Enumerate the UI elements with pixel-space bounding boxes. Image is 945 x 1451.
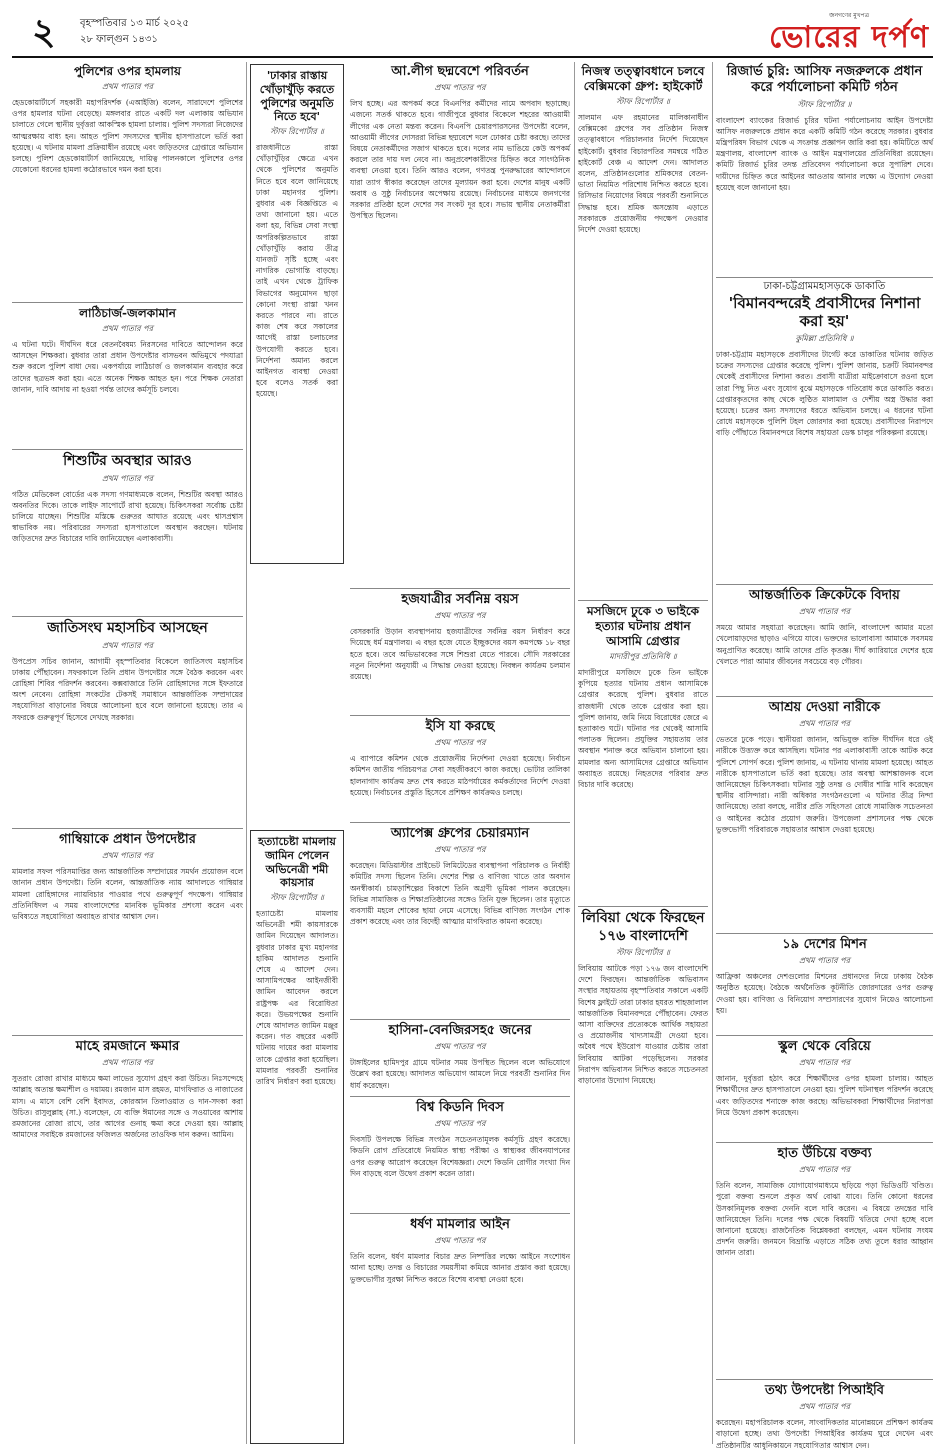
headline: জাতিসংঘ মহাসচিব আসছেন — [47, 620, 208, 636]
article-body: বেসরকারি উড়ান ব্যবস্থাপনায় হজযাত্রীদের সর্বনিম্ন বয়স নির্ধারণ করে দিয়েছে ধর্ম মন্ত্রণালয়। এ বছর হজে যেতে ইচ্ছুকদের বয়স কমপক্ষে ১৮ বছর হতে হবে। তবে অভিভাবকের সঙ্গে শিশুরা যেতে পারবে। সৌদি সরকারের নতুন নির্দেশনা অনুযায়ী এ সিদ্ধান্ত নেওয়া হয়েছে। নিবন্ধন কার্যক্রম চলমান রয়েছে। — [350, 627, 570, 682]
divider — [350, 715, 570, 716]
article-un — [12, 620, 243, 825]
kicker: প্রথম পাতার পর — [102, 1058, 153, 1068]
divider — [12, 302, 243, 303]
article-body: সালমান এফ রহমানের মালিকানাধীন বেক্সিমকো গ্রুপের সব প্রতিষ্ঠান নিজস্ব তত্ত্বাবধানে পরিচালনার নির্দেশ দিয়েছেন হাইকোর্ট। বুধবার বিচারপতির সমন্বয়ে গঠিত হাইকোর্ট বেঞ্চ এ আদেশ দেন। আদালত বলেন, প্রতিষ্ঠানগুলোর শ্রমিকদের বেতন-ভাতা নিয়মিত পরিশোধ নিশ্চিত করতে হবে। রিসিভার নিয়োগের বিষয়ে পরবর্তী শুনানিতে সিদ্ধান্ত হবে। শ্রমিক অসন্তোষ এড়াতে সরকারকে প্রয়োজনীয় পদক্ষেপ নেওয়ার নির্দেশ দেওয়া হয়েছে। — [578, 113, 708, 235]
article-body: ভেতরে ঢুকে পড়ে। স্থানীয়রা জানান, অভিযুক্ত ব্যক্তি দীর্ঘদিন ধরে ওই নারীকে উত্ত্যক্ত করে আসছিল। ঘটনার পর এলাকাবাসী তাকে আটক করে পুলিশে সোপর্দ করে। পুলিশ জানায়, এ ঘটনায় থানায় মামলা হয়েছে। আহত নারীকে হাসপাতালে ভর্তি করা হয়েছে। তার অবস্থা আশঙ্কাজনক বলে জানিয়েছেন চিকিৎসকরা। ঘটনার সুষ্ঠু তদন্ত ও দোষীর শাস্তি দাবি করেছেন স্থানীয় বাসিন্দারা। নারী অধিকার সংগঠনগুলো এ ঘটনার তীব্র নিন্দা জানিয়েছে। তারা বলছে, নারীর প্রতি সহিংসতা রোধে সামাজিক সচেতনতা ও আইনের কঠোর প্রয়োগ জরুরি। উপজেলা প্রশাসনের পক্ষ থেকে ভুক্তভোগী পরিবারকে সহায়তার আশ্বাস দেওয়া হয়েছে। — [716, 735, 933, 834]
kicker: প্রথম পাতার পর — [799, 956, 850, 966]
article-school — [716, 1039, 933, 1139]
article-body: মাদারীপুরে মসজিদে ঢুকে তিন ভাইকে কুপিয়ে হত্যার ঘটনায় প্রধান আসামিকে গ্রেপ্তার করেছে পুলিশ। বুধবার রাতে রাজধানী থেকে তাকে গ্রেপ্তার করা হয়। পুলিশ জানায়, জমি নিয়ে বিরোধের জেরে এ হত্যাকাণ্ড ঘটে। ঘটনার পর থেকেই আসামি পলাতক ছিলেন। প্রযুক্তির সহায়তায় তার অবস্থান শনাক্ত করে অভিযান চালানো হয়। মামলার অন্য আসামিদের গ্রেপ্তারে অভিযান অব্যাহত রয়েছে। নিহতদের পরিবার দ্রুত বিচার দাবি করেছে। — [578, 668, 708, 790]
kicker: প্রথম পাতার পর — [434, 83, 486, 93]
column-rule — [246, 62, 247, 1444]
article-rape-law — [350, 1217, 570, 1444]
article-body: টাঙ্গাইলের হামিদপুর গ্রামে ঘটনার সময় উপস্থিত ছিলেন বলে অভিযোগে উল্লেখ করা হয়েছে। আদালত অভিযোগ আমলে নিয়ে পরবর্তী শুনানির দিন ধার্য করেছেন। — [350, 1058, 570, 1090]
headline: হত্যাচেষ্টা মামলায় জামিন পেলেন অভিনেত্রী শমী কায়সার — [258, 835, 336, 890]
article-police — [12, 64, 243, 299]
divider — [12, 1035, 243, 1036]
kicker: স্টাফ রিপোর্টার ॥ — [616, 948, 670, 957]
article-hand-raised — [716, 1146, 933, 1376]
article-beximco — [578, 64, 708, 599]
article-apex — [350, 826, 570, 1016]
divider — [716, 1035, 933, 1036]
divider — [578, 906, 708, 907]
article-body: লিখ হচ্ছে। এর অপকর্ম করে বিএনপির কর্মীদের নামে অপবাদ ছড়াচ্ছে। এজন্যে সতর্ক থাকতে হবে। গাজীপুরে বুধবার বিকেলে শহরের আওয়ামী লীগের এক নেতা মন্তব্য করেন। বিএনপি চেয়ারপারসনের উপদেষ্টা বলেন, আওয়ামী লীগের দোসররা বিভিন্ন ছদ্মবেশে দলে ঢোকার চেষ্টা করছে। তাদের বিষয়ে নেতাকর্মীদের সজাগ থাকতে হবে। দলের নাম ভাঙিয়ে কেউ অপকর্ম করলে তার দায় দল নেবে না। অনুপ্রবেশকারীদের চিহ্নিত করে সাংগঠনিক ব্যবস্থা নেওয়া হবে। তিনি আরও বলেন, গণতন্ত্র পুনরুদ্ধারের আন্দোলনে যারা ত্যাগ স্বীকার করেছেন তাদের মূল্যায়ন করা হবে। দেশের মানুষ একটি অবাধ ও সুষ্ঠু নির্বাচনের অপেক্ষায় রয়েছে। নির্বাচনের মাধ্যমে জনগণের সরকার প্রতিষ্ঠা হলে দেশের সব সংকট দূর হবে। সভায় স্থানীয় নেতাকর্মীরা উপস্থিত ছিলেন। — [350, 99, 570, 221]
article-reserve — [716, 64, 933, 274]
date-line-2: ২৮ ফাল্গুন ১৪৩১ — [80, 34, 158, 45]
headline: হাসিনা-বেনজিরসহ৫ জনের — [388, 1023, 532, 1038]
divider — [12, 449, 243, 450]
article-body: সুতরাং রোজা রাখার মাধ্যমে ক্ষমা লাভের সুযোগ গ্রহণ করা উচিত। নিঃসন্দেহে আল্লাহ অত্যন্ত ক্ষমাশীল ও দয়াময়। রমজান মাস রহমত, মাগফিরাত ও নাজাতের মাস। এ মাসে বেশি বেশি ইবাদত, কোরআন তিলাওয়াত ও দান-সদকা করা উচিত। রাসুলুল্লাহ (সা.) বলেছেন, যে ব্যক্তি ঈমানের সঙ্গে ও সওয়াবের আশায় রমজানের রোজা রাখে, তার আগের গুনাহ ক্ষমা করে দেওয়া হয়। আল্লাহ আমাদের সবাইকে রমজানের ফজিলত অর্জনের তাওফিক দান করুন। আমিন। — [12, 1074, 243, 1140]
headline: আ.লীগ ছদ্মবেশে পরিবর্তন — [391, 64, 529, 79]
page-number: ২ — [32, 11, 56, 53]
article-libya — [578, 910, 708, 1444]
headline: আন্তর্জাতিক ক্রিকেটকে বিদায় — [749, 588, 900, 603]
divider — [716, 1142, 933, 1143]
kicker: প্রথম পাতার পর — [434, 845, 486, 855]
divider — [716, 584, 933, 585]
kicker: প্রথম পাতার পর — [434, 1042, 486, 1052]
article-body: হেডকোয়ার্টার্সে সহকারী মহাপরিদর্শক (এআইজি) বলেন, সারাদেশে পুলিশের ওপর হামলার ঘটনা বেড়েছে। মঙ্গলবার রাতে একটি দল এলাকায় অভিযান চালাতে গেলে স্থানীয় দুর্বৃত্তরা আকস্মিক হামলা চালায়। পুলিশ সদস্যরা নিজেদের আত্মরক্ষায় বাধ্য হন। আহত পুলিশ সদস্যদের স্থানীয় হাসপাতালে ভর্তি করা হয়েছে। এ ঘটনায় মামলা প্রক্রিয়াধীন রয়েছে এবং জড়িতদের গ্রেপ্তারে অভিযান চলছে। পুলিশ হেডকোয়ার্টার্স জানিয়েছে, দায়িত্ব পালনকালে পুলিশের ওপর যেকোনো ধরনের হামলা কঠোরভাবে দমন করা হবে। — [12, 98, 243, 175]
kicker: প্রথম পাতার পর — [799, 1402, 850, 1412]
article-cricket — [716, 588, 933, 693]
headline: নিজস্ব তত্ত্বাবধানে চলবে বেক্সিমকো গ্রুপ: হাইকোর্ট — [581, 64, 705, 93]
headline: ১৯ দেশের মিশন — [782, 937, 867, 952]
kicker: প্রথম পাতার পর — [799, 719, 850, 729]
article-body: এ ব্যাপারে কমিশন থেকে প্রয়োজনীয় নির্দেশনা দেওয়া হয়েছে। নির্বাচন কমিশন জাতীয় পরিচয়পত্র সেবা সহজীকরণে কাজ করছে। ভোটার তালিকা হালনাগাদ কার্যক্রম দ্রুত শেষ করতে মাঠপর্যায়ের কর্মকর্তাদের নির্দেশ দেওয়া হয়েছে। নির্বাচনের প্রস্তুতি হিসেবে প্রশিক্ষণ কার্যক্রমও চলছে। — [350, 754, 570, 797]
logo-tagline: জনগণের মুখপত্র — [829, 12, 869, 19]
headline: গাম্বিয়াকে প্রধান উপদেষ্টার — [59, 832, 196, 847]
divider — [716, 933, 933, 934]
divider — [350, 1096, 570, 1097]
date-block — [80, 16, 189, 48]
divider — [12, 828, 243, 829]
article-naike — [716, 700, 933, 930]
divider — [578, 600, 708, 601]
headline: আশ্রয় দেওয়া নারীকে — [768, 700, 881, 715]
kicker: স্টাফ রিপোর্টার ॥ — [270, 127, 324, 136]
headline: লিবিয়া থেকে ফিরছেন ১৭৬ বাংলাদেশি — [581, 910, 705, 944]
headline: তথ্য উপদেষ্টা পিআইবি — [765, 1383, 884, 1398]
headline: লাঠিচার্জ-জলকামান — [79, 306, 176, 320]
divider — [716, 696, 933, 697]
article-body: করেছেন। মিডিয়াস্টার প্রাইভেট লিমিটেডের ব্যবস্থাপনা পরিচালক ও নির্বাহী কমিটির সদস্য ছিলেন তিনি। দেশের শিল্প ও বাণিজ্য খাতে তার অবদান অনস্বীকার্য। চামড়াশিল্পের বিকাশে তিনি অগ্রণী ভূমিকা পালন করেছেন। বিভিন্ন সামাজিক ও শিক্ষাপ্রতিষ্ঠানের সঙ্গেও তিনি যুক্ত ছিলেন। তার মৃত্যুতে ব্যবসায়ী মহলে শোকের ছায়া নেমে এসেছে। বিভিন্ন বাণিজ্য সংগঠন শোক প্রকাশ করেছে এবং তার বিদেহী আত্মার মাগফিরাত কামনা করেছে। — [350, 861, 570, 927]
article-child — [12, 453, 243, 613]
article-body: লিবিয়ায় আটকে পড়া ১৭৬ জন বাংলাদেশি দেশে ফিরছেন। আন্তর্জাতিক অভিবাসন সংস্থার সহায়তায় বৃহস্পতিবার সকালে একটি বিশেষ ফ্লাইটে তারা ঢাকার হযরত শাহজালাল আন্তর্জাতিক বিমানবন্দরে পৌঁছাবেন। ফেরত আসা ব্যক্তিদের প্রত্যেককে আর্থিক সহায়তা ও প্রয়োজনীয় খাদ্যসামগ্রী দেওয়া হবে। অবৈধ পথে ইউরোপ যাওয়ার চেষ্টায় তারা লিবিয়ায় আটকা পড়েছিলেন। সরকার নিরাপদ অভিবাসন নিশ্চিত করতে সচেতনতা বাড়ানোর উদ্যোগ নিয়েছে। — [578, 964, 708, 1086]
article-ramadan — [12, 1039, 243, 1444]
headline: ইসি যা করছে — [425, 719, 495, 734]
logo-name: ভোরের দর্পণ — [769, 20, 929, 55]
divider — [716, 277, 933, 278]
article-hasina — [350, 1023, 570, 1093]
article-highway — [716, 281, 933, 581]
kicker: প্রথম পাতার পর — [102, 473, 153, 483]
kicker: মাদারীপুর প্রতিনিধি ॥ — [609, 652, 677, 661]
article-body: উপপ্রেস সচিব জানান, আগামী বৃহস্পতিবার বিকেলে জাতিসংঘ মহাসচিব ঢাকায় পৌঁছাবেন। সফরকালে তিনি প্রধান উপদেষ্টার সঙ্গে বৈঠক করবেন এবং রোহিঙ্গা শিবির পরিদর্শন করবেন। কক্সবাজারে তিনি রোহিঙ্গাদের সঙ্গে ইফতারে অংশ নেবেন। রোহিঙ্গা সংকটের টেকসই সমাধানে আন্তর্জাতিক সম্প্রদায়ের সহযোগিতা বাড়ানোর বিষয়ে আলোচনা হবে বলে জানানো হয়েছে। তার এ সফরকে গুরুত্বপূর্ণ হিসেবে দেখছে সরকার। — [12, 656, 243, 722]
headline: 'বিমানবন্দরেই প্রবাসীদের নিশানা করা হয়' — [728, 293, 921, 331]
article-kidney — [350, 1100, 570, 1210]
divider — [350, 822, 570, 823]
article-body: তিনি বলেন, সামাজিক যোগাযোগমাধ্যমে ছড়িয়ে পড়া ভিডিওটি খণ্ডিত। পুরো বক্তব্য শুনলে প্রকৃত অর্থ বোঝা যাবে। তিনি কোনো ধরনের উসকানিমূলক বক্তব্য দেননি বলে দাবি করেন। এ বিষয়ে তদন্তের দাবি জানিয়েছেন তিনি। দলের পক্ষ থেকে বিষয়টি খতিয়ে দেখা হচ্ছে বলে জানানো হয়েছে। রাজনৈতিক বিশ্লেষকরা বলছেন, এমন ঘটনায় সংযম প্রদর্শন জরুরি। জনমনে বিভ্রান্তি এড়াতে সঠিক তথ্য তুলে ধরার আহ্বান জানান তারা। — [716, 1181, 933, 1258]
article-body: আফ্রিকা অঞ্চলের দেশগুলোর মিশনের প্রধানদের নিয়ে ঢাকায় বৈঠক অনুষ্ঠিত হয়েছে। বৈঠকে অর্থনৈতিক কূটনীতি জোরদারের ওপর গুরুত্ব দেওয়া হয়। বাণিজ্য ও বিনিয়োগ সম্প্রসারণের সুযোগ নিয়েও আলোচনা হয়। — [716, 972, 933, 1015]
headline: শিশুটির অবস্থার আরও — [63, 453, 192, 469]
headline: বিশ্ব কিডনি দিবস — [416, 1100, 504, 1115]
headline: স্কুল থেকে বেরিয়ে — [778, 1039, 871, 1054]
headline: রিজার্ভ চুরি: আসিফ নজরুলকে প্রধান করে পর্যালোচনা কমিটি গঠন — [726, 64, 923, 96]
divider — [350, 1019, 570, 1020]
article-lathicharge — [12, 306, 243, 446]
headline: 'ঢাকার রাস্তায় খোঁড়াখুঁড়ি করতে পুলিশের অনুমতি নিতে হবে' — [259, 69, 335, 124]
article-pib — [716, 1383, 933, 1450]
kicker: স্টাফ রিপোর্টার ॥ — [270, 893, 324, 902]
kicker: প্রথম পাতার পর — [434, 611, 486, 621]
article-body: তিনি বলেন, ধর্ষণ মামলার বিচার দ্রুত নিষ্পত্তির লক্ষ্যে আইনে সংশোধন আনা হচ্ছে। তদন্ত ও বিচারের সময়সীমা কমিয়ে আনার প্রস্তাব করা হয়েছে। ভুক্তভোগীর সুরক্ষা নিশ্চিত করতে বিশেষ ব্যবস্থা নেওয়া হবে। — [350, 1252, 570, 1284]
article-body: বাংলাদেশ ব্যাংকের রিজার্ভ চুরির ঘটনা পর্যালোচনায় আইন উপদেষ্টা আসিফ নজরুলকে প্রধান করে একটি কমিটি গঠন করেছে সরকার। বুধবার মন্ত্রিপরিষদ বিভাগ থেকে এ সংক্রান্ত প্রজ্ঞাপন জারি করা হয়। কমিটিতে অর্থ মন্ত্রণালয়, বাংলাদেশ ব্যাংক ও আইন মন্ত্রণালয়ের প্রতিনিধিরা রয়েছেন। কমিটি রিজার্ভ চুরির তদন্ত প্রতিবেদন পর্যালোচনা করে সুপারিশ দেবে। দায়ীদের চিহ্নিত করে আইনের আওতায় আনার লক্ষ্যে এ উদ্যোগ নেওয়া হয়েছে বলে জানানো হয়। — [716, 115, 933, 192]
headline: হাত উঁচিয়ে বক্তব্য — [777, 1146, 872, 1161]
article-body: সময়ে আমার সহযাত্রা করেছেন। আমি জানি, বাংলাদেশ আমার মতো খেলোয়াড়দের ছাড়াও এগিয়ে যাবে। ভক্তদের ভালোবাসা আমাকে সবসময় অনুপ্রাণিত করেছে। আমি তাদের প্রতি কৃতজ্ঞ। দীর্ঘ ক্যারিয়ারে দেশের হয়ে খেলতে পারা আমার জীবনের সবচেয়ে বড় গৌরব। — [716, 623, 933, 666]
article-body: জানান, দুর্বৃত্তরা হঠাৎ করে শিক্ষার্থীদের ওপর হামলা চালায়। আহত শিক্ষার্থীদের দ্রুত হাসপাতালে নেওয়া হয়। পুলিশ ঘটনাস্থল পরিদর্শন করেছে এবং জড়িতদের শনাক্তে কাজ করছে। অভিভাবকরা শিক্ষার্থীদের নিরাপত্তা নিয়ে উদ্বেগ প্রকাশ করেছেন। — [716, 1074, 933, 1117]
kicker: প্রথম পাতার পর — [102, 640, 153, 650]
article-gambia — [12, 832, 243, 1032]
article-body: হত্যাচেষ্টা মামলায় অভিনেত্রী শমী কায়সারকে জামিন দিয়েছেন আদালত। বুধবার ঢাকার মুখ্য মহানগর হাকিম আদালত শুনানি শেষে এ আদেশ দেন। আসামিপক্ষের আইনজীবী জামিন আবেদন করলে রাষ্ট্রপক্ষ এর বিরোধিতা করে। উভয়পক্ষের শুনানি শেষে আদালত জামিন মঞ্জুর করেন। গত বছরের একটি ঘটনায় দায়ের করা মামলায় তাকে গ্রেপ্তার করা হয়েছিল। মামলার পরবর্তী শুনানির তারিখ নির্ধারণ করা হয়েছে। — [256, 909, 338, 1087]
header-rule — [12, 56, 933, 58]
article-body: করেছেন। মহাপরিচালক বলেন, সাংবাদিকতার মানোন্নয়নে প্রশিক্ষণ কার্যক্রম বাড়ানো হচ্ছে। তথ্য উপদেষ্টা পিআইবির কার্যক্রম ঘুরে দেখেন এবং প্রতিষ্ঠানটির আধুনিকায়নে সহযোগিতার আশ্বাস দেন। — [716, 1418, 933, 1450]
divider — [12, 616, 243, 617]
article-body: রাজধানীতে রাস্তা খোঁড়াখুঁড়ির ক্ষেত্রে এখন থেকে পুলিশের অনুমতি নিতে হবে বলে জানিয়েছে ঢাকা মহানগর পুলিশ। বুধবার এক বিজ্ঞপ্তিতে এ তথ্য জানানো হয়। এতে বলা হয়, বিভিন্ন সেবা সংস্থা অপরিকল্পিতভাবে রাস্তা খোঁড়াখুঁড়ি করায় তীব্র যানজট সৃষ্টি হচ্ছে এবং নাগরিক ভোগান্তি বাড়ছে। তাই এখন থেকে ট্রাফিক বিভাগের অনুমোদন ছাড়া কোনো সংস্থা রাস্তা খনন করতে পারবে না। রাতে কাজ শেষ করে সকালের আগেই রাস্তা চলাচলের উপযোগী করতে হবে। নির্দেশনা অমান্য করলে আইনগত ব্যবস্থা নেওয়া হবে বলেও সতর্ক করা হয়েছে। — [256, 143, 338, 399]
article-awami — [350, 64, 570, 584]
headline: মাহে রমজানে ক্ষমার — [75, 1039, 180, 1054]
article-murder-case — [250, 830, 344, 1444]
headline: ধর্ষণ মামলার আইন — [410, 1217, 510, 1232]
kicker: স্টাফ রিপোর্টার ॥ — [616, 97, 670, 106]
kicker: প্রথম পাতার পর — [799, 1165, 850, 1175]
article-dhaka-roads — [250, 64, 344, 564]
column-rule — [712, 62, 713, 1444]
article-body: ঢাকা-চট্টগ্রাম মহাসড়কে প্রবাসীদের টার্গেট করে ডাকাতির ঘটনায় জড়িত চক্রের সদস্যদের গ্রেপ্তার করেছে পুলিশ। পুলিশ জানায়, চক্রটি বিমানবন্দর থেকেই প্রবাসীদের নিশানা করত। প্রবাসী যাত্রীরা মাইক্রোবাসে রওনা হলে তারা পিছু নিত এবং সুযোগ বুঝে মহাসড়কে গতিরোধ করে ডাকাতি করত। গ্রেপ্তারকৃতদের কাছ থেকে লুণ্ঠিত মালামাল ও দেশীয় অস্ত্র উদ্ধার করা হয়েছে। চক্রের অন্য সদস্যদের ধরতে অভিযান চলছে। এ ধরনের ঘটনা রোধে মহাসড়কে পুলিশি টহল জোরদার করা হয়েছে। প্রবাসীদের নিরাপদে বাড়ি পৌঁছাতে বিমানবন্দরে বিশেষ সহায়তা ডেস্ক চালুর পরিকল্পনা রয়েছে। — [716, 350, 933, 438]
kicker: প্রথম পাতার পর — [102, 82, 153, 91]
column-rule — [574, 62, 575, 1444]
article-mosque — [578, 604, 708, 904]
article-body: মামলার সফল পরিসমাপ্তির জন্য আন্তর্জাতিক সম্প্রদায়ের সমর্থন প্রয়োজন বলে জানান প্রধান উপদেষ্টা। তিনি বলেন, আন্তর্জাতিক ন্যায় আদালতে গাম্বিয়ার মামলা রোহিঙ্গাদের ন্যায়বিচার পাওয়ার পথে গুরুত্বপূর্ণ পদক্ষেপ। গাম্বিয়ার প্রতিনিধিদল এ সময় বাংলাদেশের মানবিক ভূমিকার প্রশংসা করেন এবং ভবিষ্যতে সহযোগিতা অব্যাহত রাখার আশ্বাস দেন। — [12, 867, 243, 922]
kicker: প্রথম পাতার পর — [799, 607, 850, 617]
date-line-1: বৃহস্পতিবার ১৩ মার্চ ২০২৫ — [80, 18, 189, 29]
kicker: প্রথম পাতার পর — [434, 1119, 486, 1129]
kicker: প্রথম পাতার পর — [102, 851, 153, 861]
kicker: স্টাফ রিপোর্টার ॥ — [797, 99, 852, 109]
divider — [350, 588, 570, 589]
headline: মসজিদে ঢুকে ৩ ভাইকে হত্যার ঘটনায় প্রধান আসামি গ্রেপ্তার — [586, 604, 700, 648]
article-body: এ ঘটনা ঘটে। দীর্ঘদিন ধরে বেতনবৈষম্য নিরসনের দাবিতে আন্দোলন করে আসছেন শিক্ষকরা। বুধবার তারা প্রধান উপদেষ্টার বাসভবন অভিমুখে পদযাত্রা শুরু করলে পুলিশ বাধা দেয়। একপর্যায়ে লাঠিচার্জ ও জলকামান ব্যবহার করে তাদের ছত্রভঙ্গ করা হয়। এতে অনেক শিক্ষক আহত হন। পরে শিক্ষক নেতারা জানান, দাবি আদায় না হওয়া পর্যন্ত তাদের কর্মসূচি চলবে। — [12, 340, 243, 394]
article-ec — [350, 719, 570, 819]
article-hajj — [350, 592, 570, 712]
kicker: প্রথম পাতার পর — [434, 738, 486, 748]
headline: পুলিশের ওপর হামলায় — [74, 64, 181, 78]
divider — [350, 1213, 570, 1214]
headline: হজযাত্রীর সর্বনিম্ন বয়স — [401, 592, 519, 607]
article-body: দিবসটি উপলক্ষে বিভিন্ন সংগঠন সচেতনতামূলক কর্মসূচি গ্রহণ করেছে। কিডনি রোগ প্রতিরোধে নিয়মিত স্বাস্থ্য পরীক্ষা ও স্বাস্থ্যকর জীবনযাপনের ওপর গুরুত্ব আরোপ করেছেন বিশেষজ্ঞরা। দেশে কিডনি রোগীর সংখ্যা দিন দিন বাড়ছে বলে উদ্বেগ প্রকাশ করেন তারা। — [350, 1135, 570, 1178]
headline: অ্যাপেক্স গ্রুপের চেয়ারম্যান — [390, 826, 530, 841]
kicker: প্রথম পাতার পর — [434, 1236, 486, 1246]
article-body: গঠিত মেডিকেল বোর্ডের এক সদস্য গণমাধ্যমকে বলেন, শিশুটির অবস্থা আরও অবনতির দিকে। তাকে লাইফ সাপোর্টে রাখা হয়েছে। চিকিৎসকরা সর্বোচ্চ চেষ্টা চালিয়ে যাচ্ছেন। শিশুটির মস্তিষ্কে গুরুতর আঘাত রয়েছে এবং শ্বাসপ্রশ্বাস স্বাভাবিক নয়। পরিবারের সদস্যরা হাসপাতালে অবস্থান করছেন। ঘটনায় জড়িতদের দ্রুত বিচারের দাবি জানিয়েছেন এলাকাবাসী। — [12, 489, 243, 544]
masthead — [12, 10, 933, 54]
newspaper-logo — [769, 10, 929, 55]
kicker: প্রথম পাতার পর — [799, 1058, 850, 1068]
kicker: কুমিল্লা প্রতিনিধি ॥ — [795, 334, 854, 343]
pretitle: ঢাকা-চট্টগ্রামমহাসড়কে ডাকাতি — [763, 281, 886, 292]
divider — [716, 1379, 933, 1380]
article-nineteen — [716, 937, 933, 1032]
kicker: প্রথম পাতার পর — [102, 324, 153, 333]
